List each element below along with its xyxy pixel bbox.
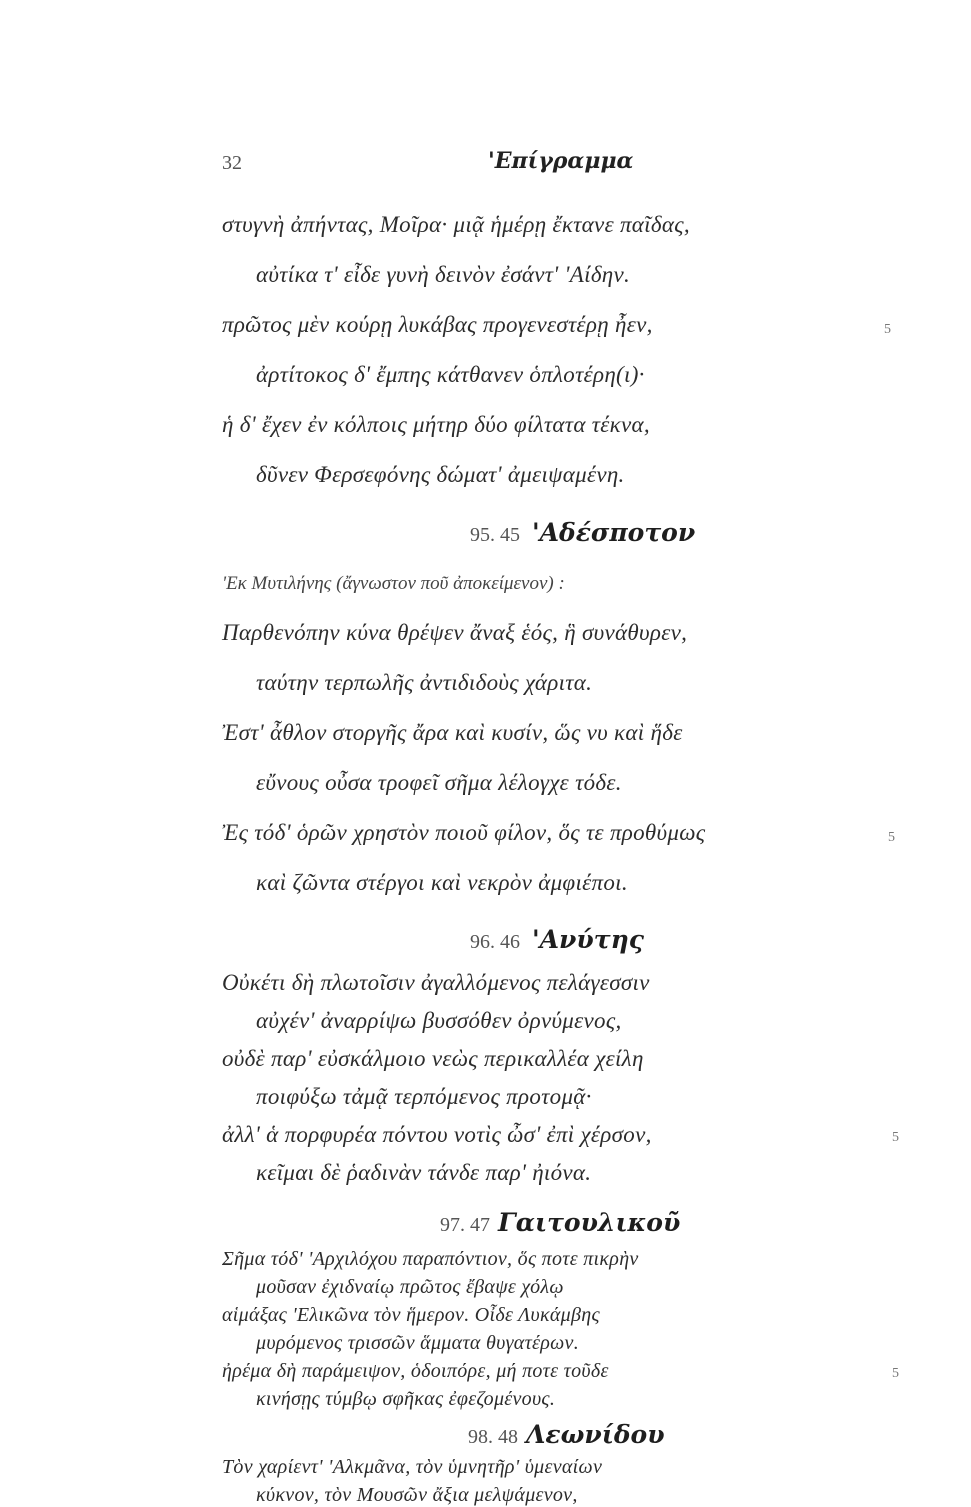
line-number-marker: 5	[888, 830, 895, 845]
poem-heading	[470, 925, 644, 954]
verse-line: Ἐστ' ἆθλον στοργῆς ἄρα καὶ κυσίν, ὥς νυ καὶ ἥδε	[222, 720, 683, 745]
verse-line: Οὐκέτι δὴ πλωτοῖσιν ἀγαλλόμενος πελάγεσσιν	[222, 970, 650, 995]
verse-line: ἀλλ' ἁ πορφυρέα πόντου νοτὶς ὦσ' ἐπὶ χέρσον,	[222, 1122, 652, 1147]
poem-heading	[440, 1208, 680, 1237]
verse-line: ἀρτίτοκος δ' ἔμπης κάτθανεν ὁπλοτέρη(ι)·	[256, 362, 645, 387]
verse-line: ἡ δ' ἔχεν ἐν κόλποις μήτηρ δύο φίλτατα τέκνα,	[222, 412, 650, 437]
verse-line: εὔνους οὖσα τροφεῖ σῆμα λέλογχε τόδε.	[256, 770, 622, 795]
poem-number: 98. 48	[468, 1426, 518, 1448]
verse-line: κινήσῃς τύμβῳ σφῆκας ἐφεζομένους.	[256, 1388, 556, 1410]
verse-line: αὐχέν' ἀναρρίψω βυσσόθεν ὀρνύμενος,	[256, 1008, 622, 1033]
line-number-marker: 5	[884, 322, 891, 337]
verse-line: ποιφύξω τἀμᾷ τερπόμενος προτομᾷ·	[256, 1084, 592, 1109]
verse-line: μυρόμενος τρισσῶν ἅμματα θυγατέρων.	[256, 1332, 580, 1354]
verse-line: στυγνὴ ἀπήντας, Μοῖρα· μιᾷ ἡμέρῃ ἔκτανε παῖδας,	[222, 212, 690, 237]
verse-line: δῦνεν Φερσεφόνης δώματ' ἀμειψαμένη.	[256, 462, 625, 487]
verse-line: κύκνον, τὸν Μουσῶν ἄξια μελψάμενον,	[256, 1484, 578, 1506]
poem-heading	[470, 518, 695, 547]
poem-number: 95. 45	[470, 524, 520, 546]
source-note: 'Εκ Μυτιλήνης (ἄγνωστον ποῦ ἀποκείμενον) :	[222, 573, 565, 594]
verse-line: ταύτην τερπωλῆς ἀντιδιδοὺς χάριτα.	[256, 670, 593, 695]
verse-line: μοῦσαν ἐχιδναίῳ πρῶτος ἔβαψε χόλῳ	[256, 1276, 564, 1298]
poem-title: Γαιτουλικοῦ	[498, 1208, 681, 1237]
line-number-marker: 5	[892, 1130, 899, 1145]
poem-title: 'Αδέσποτον	[532, 518, 696, 547]
verse-line: Σῆμα τόδ' 'Αρχιλόχου παραπόντιον, ὅς ποτε πικρὴν	[222, 1248, 639, 1270]
verse-line: Ἐς τόδ' ὁρῶν χρηστὸν ποιοῦ φίλον, ὅς τε προθύμως	[222, 820, 706, 845]
poem-number: 97. 47	[440, 1214, 490, 1236]
verse-line: αἱμάξας 'Ελικῶνα τὸν ἥμερον. Οἶδε Λυκάμβης	[222, 1304, 600, 1326]
verse-line: καὶ ζῶντα στέργοι καὶ νεκρὸν ἀμφιέποι.	[256, 870, 628, 895]
verse-line: οὐδὲ παρ' εὐσκάλμοιο νεὼς περικαλλέα χείλη	[222, 1046, 644, 1071]
verse-line: ἠρέμα δὴ παράμειψον, ὁδοιπόρε, μή ποτε τοῦδε	[222, 1360, 609, 1382]
poem-title: 'Ανύτης	[532, 925, 644, 954]
verse-line: κεῖμαι δὲ ῥαδινὰν τάνδε παρ' ἠιόνα.	[256, 1160, 592, 1185]
verse-line: Παρθενόπην κύνα θρέψεν ἄναξ ἑός, ἣ συνάθυρεν,	[222, 620, 688, 645]
verse-line: Τὸν χαρίεντ' 'Αλκμᾶνα, τὸν ὑμνητῆρ' ὑμεναίων	[222, 1456, 603, 1478]
running-title: 'Επίγραμμα	[488, 148, 634, 174]
poem-heading	[468, 1420, 665, 1449]
poem-number: 96. 46	[470, 931, 520, 953]
page-number: 32	[222, 152, 242, 174]
poem-title: Λεωνίδου	[526, 1420, 665, 1449]
verse-line: αὐτίκα τ' εἶδε γυνὴ δεινὸν ἐσάντ' 'Αίδην.	[256, 262, 631, 287]
verse-line: πρῶτος μὲν κούρῃ λυκάβας προγενεστέρῃ ἦεν,	[222, 312, 653, 337]
line-number-marker: 5	[892, 1366, 899, 1381]
